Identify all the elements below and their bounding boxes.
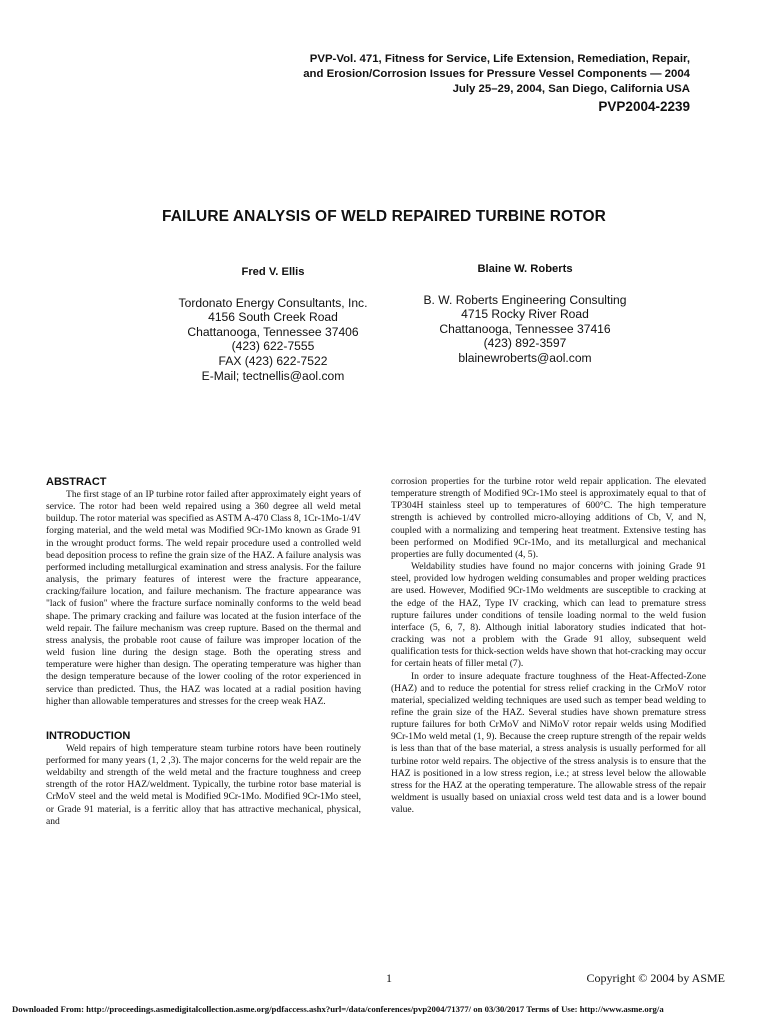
- body-paragraph: In order to insure adequate fracture toughness of the Heat-Affected-Zone (HAZ) and to reduce the potential for stress relief cracking in the CrMoV rotor material, specialized welding techniques are used such as temper bead welding to refine the grain size of the HAZ. Several studies have shown premature stress rupture failures for both CrMoV and NiMoV rotor repair welds using Modified 9Cr-1Mo weld metal (1, 9). Because the creep rupture strength of the repair welds is less than that of the base material, a stress analysis is usually performed for all turbine rotor weld repairs. The objective of the stress analysis is to ensure that the HAZ is positioned in a low stress region, i.e.; at stress level below the allowable stress for the HAZ at the operating temperature. The allowable stress of the repair weldment is usually based on uniaxial cross weld test data and is a lower bound value.: [391, 670, 706, 816]
- header-topic-line: and Erosion/Corrosion Issues for Pressure Vessel Components — 2004: [303, 68, 690, 80]
- affiliation-line: B. W. Roberts Engineering Consulting: [423, 292, 627, 307]
- header-volume-line: PVP-Vol. 471, Fitness for Service, Life Extension, Remediation, Repair,: [309, 53, 690, 65]
- body-paragraph: Weldability studies have found no major concerns with joining Grade 91 steel, provided low hydrogen welding consumables and proper welding practices are used. However, Modified 9Cr-1Mo weldments are susceptible to cracking at the edge of the HAZ, Type IV cracking, which can lead to premature stress rupture failures under conditions of tensile loading normal to the weld fusion interface (5, 6, 7, 8). Although initial laboratory studies indicated that hot-cracking was not a problem with the Grade 91 alloy, subsequent weld qualification tests for thick-section welds have shown that hot-cracking may occur for certain heats of filler metal (7).: [391, 561, 706, 670]
- introduction-heading: INTRODUCTION: [46, 729, 131, 742]
- right-column: [391, 476, 706, 816]
- copyright-notice: Copyright © 2004 by ASME: [586, 971, 725, 985]
- affiliation-line: 4156 South Creek Road: [208, 310, 338, 325]
- header-date-line: July 25–29, 2004, San Diego, California USA: [452, 83, 690, 95]
- left-column: [46, 476, 361, 828]
- paper-id: PVP2004-2239: [598, 99, 690, 114]
- affiliation-line: Chattanooga, Tennessee 37406: [187, 324, 359, 339]
- page-number: 1: [386, 971, 392, 985]
- affiliation-line: (423) 892-3597: [483, 336, 567, 351]
- author-name: Fred V. Ellis: [241, 266, 305, 278]
- body-paragraph: corrosion properties for the turbine rotor weld repair application. The elevated temperature strength of Modified 9Cr-1Mo steel is approximately equal to that of TP304H stainless steel up to temperatures of 600°C. The high temperature strength is achieved by controlled micro-alloying additions of Cb, V, and N, coupled with a normalizing and tempering heat treatment. Extensive testing has been performed on Modified 9Cr-1Mo, and its metallurgical and mechanical properties are fully documented (4, 5).: [391, 476, 706, 560]
- introduction-paragraph: Weld repairs of high temperature steam turbine rotors have been routinely performed for many years (1, 2 ,3). The major concerns for the weld repair are the weldabilty and strength of the weld metal and the fracture toughness and creep strength of the rotor HAZ/weldment. Typically, the turbine rotor base material is CrMoV steel and the weld metal is Modified 9Cr-1Mo. Modified 9Cr-1Mo steel, or Grade 91 material, is a ferritic alloy that has attractive mechanical, physical, and: [46, 742, 361, 827]
- affiliation-email: E-Mail; tectnellis@aol.com: [201, 368, 345, 383]
- affiliation-email: blainewroberts@aol.com: [458, 350, 592, 365]
- affiliation-line: 4715 Rocky River Road: [461, 307, 589, 322]
- author-block-roberts: [360, 262, 690, 366]
- paper-title: FAILURE ANALYSIS OF WELD REPAIRED TURBINE ROTOR: [162, 208, 606, 225]
- download-info-line: Downloaded From: http://proceedings.asmedigitalcollection.asme.org/pdfaccess.ashx?url=/data/conferences/pvp2004/71377/ on 03/30/2017 Terms of Use: http://www.asme.org/a: [12, 1004, 664, 1014]
- affiliation-line: Tordonato Energy Consultants, Inc.: [178, 295, 368, 310]
- abstract-paragraph: The first stage of an IP turbine rotor failed after approximately eight years of service. The rotor had been weld repaired using a 360 degree all weld metal buildup. The rotor material was specified as ASTM A-470 Class 8, 1Cr-1Mo-1/4V forging material, and the weld metal was Modified 9Cr-1Mo known as Grade 91 in the wrought product forms. The weld repair procedure used a controlled weld bead deposition process to refine the grain size of the HAZ. A failure analysis was performed including metallurgical examination and stress analysis. For the failure analysis, the primary features of interest were the fracture appearance, cracking/failure location, and failure mechanism. The fracture appearance was "lack of fusion" where the fracture surface nominally conforms to the weld bead shape. The primary cracking and failure was located at the fusion interface of the weld repair. The failure mechanism was creep rupture. Based on the thermal and stress analysis, the probable root cause of failure was improper location of the weld fusion line during the design stage. Both the operating stress and temperature were higher than design. The operating temperature was higher than the design temperature because of the lower cooling of the rotor experienced in service than predicted. Thus, the HAZ was located at a radial position having higher than allowable temperatures and stresses for the creep weak HAZ.: [46, 489, 361, 707]
- author-name: Blaine W. Roberts: [477, 263, 573, 275]
- conference-header: [170, 52, 690, 116]
- affiliation-line: Chattanooga, Tennessee 37416: [439, 321, 611, 336]
- affiliation-line: FAX (423) 622-7522: [218, 353, 328, 368]
- abstract-heading: ABSTRACT: [46, 476, 107, 488]
- affiliation-line: (423) 622-7555: [231, 339, 315, 354]
